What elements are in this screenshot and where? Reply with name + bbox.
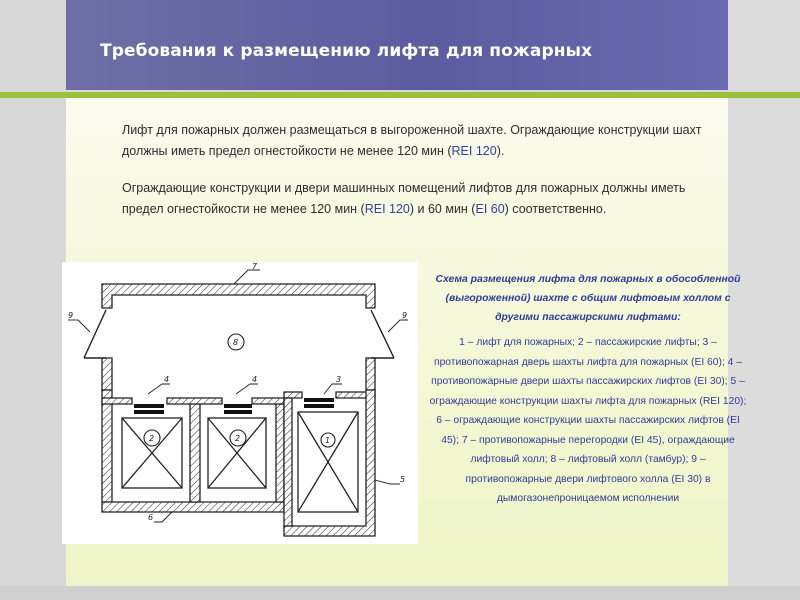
paragraph2-text-a: Ограждающие конструкции и двери машинных помещений лифтов для пожарных должны иметь предел огнестойкости не менее 120 мин ( — [122, 181, 686, 216]
diagram-label-5: 5 — [400, 475, 406, 484]
elevator-layout-diagram — [62, 262, 418, 544]
diagram-label-7: 7 — [252, 262, 258, 271]
paragraph2-text-b: ) и 60 мин ( — [409, 202, 476, 216]
rating-rei120-b: REI 120 — [364, 202, 410, 216]
diagram-label-9-right: 9 — [402, 311, 408, 320]
diagram-caption — [428, 270, 748, 509]
rating-ei60: EI 60 — [475, 202, 505, 216]
diagram-label-2-left: 2 — [149, 434, 155, 443]
passenger-shaft-walls — [102, 390, 284, 512]
elevator-cars — [122, 412, 358, 512]
paragraph2-text-c: ) соответственно. — [504, 202, 607, 216]
diagram-label-8: 8 — [233, 338, 239, 347]
paragraph1-tail: ). — [496, 144, 505, 158]
caption-title: Схема размещения лифта для пожарных в обособленной (выгороженной) шахте с общим лифтовым холлом с другими пассажирскими лифтами: — [435, 274, 741, 323]
caption-legend: 1 – лифт для пожарных; 2 – пассажирские лифты; 3 – противопожарная дверь шахты лифта для пожарных (EI 60); 4 – противопожарные двери шахты пассажирских лифтов (EI 30); 5 – ограждающие конструкции шахты лифта для пожарных (REI 120); 6 – ограждающие конструкции шахты пассажирских лифтов (EI 45); 7 – противопожарные перегородки (EI 45), ограждающие лифтовый холл; 8 – лифтовый холл (тамбур); 9 – противопожарные двери лифтового холла (EI 30) в дымогазонепроницаемом исполнении — [429, 337, 747, 504]
diagram-label-4-right: 4 — [252, 375, 258, 384]
bottom-bar — [0, 586, 800, 600]
diagram-label-9-left: 9 — [68, 311, 74, 320]
paragraph-shaft-requirements — [122, 120, 702, 162]
diagram-label-1: 1 — [325, 436, 331, 445]
paragraph-machine-room-requirements — [122, 178, 702, 220]
diagram-label-6: 6 — [148, 513, 154, 522]
diagram-label-3: 3 — [336, 375, 342, 384]
diagram-label-4-left: 4 — [164, 375, 170, 384]
slide-title: Требования к размещению лифта для пожарных — [100, 41, 593, 61]
rating-rei120: REI 120 — [451, 144, 497, 158]
paragraph1-text: Лифт для пожарных должен размещаться в выгороженной шахте. Ограждающие конструкции шахт должны иметь предел огнестойкости не менее 120 мин ( — [122, 123, 702, 158]
diagram-label-2-right: 2 — [235, 434, 241, 443]
slide-header — [66, 0, 728, 90]
left-margin-stripe — [0, 0, 66, 600]
label-circles — [144, 334, 335, 447]
